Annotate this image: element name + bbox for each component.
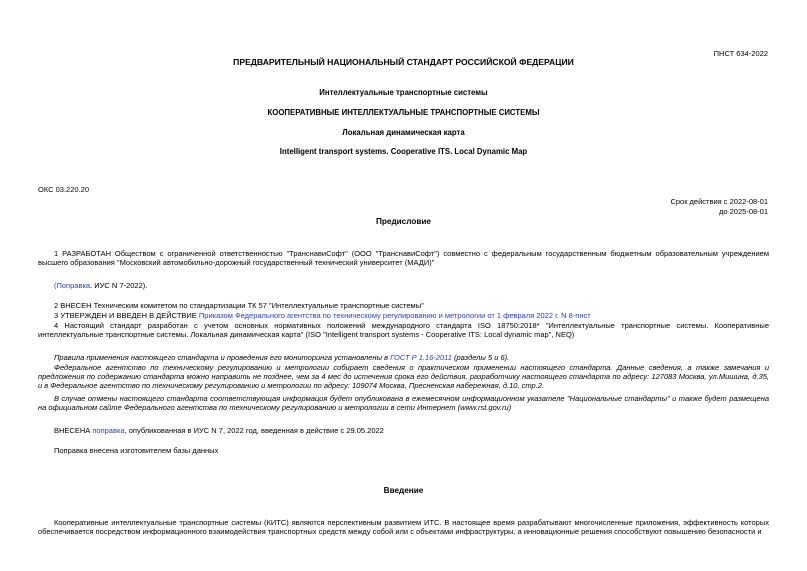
validity-end: до 2025-08-01 xyxy=(719,207,768,216)
rules-note xyxy=(54,353,509,362)
introduction-paragraph: Кооперативные интеллектуальные транспортные системы (КИТС) являются перспективным развитием ИТС. В настоящее время разрабатывают многочисленные приложения, эффективность которых обеспечивается посредством информационного взаимодействия транспортных средств между собой или с объектами инфраструктуры, а инновационные решения способствуют повышению безопасности и xyxy=(38,518,769,536)
title-line-1: Интеллектуальные транспортные системы xyxy=(319,88,488,97)
amendment-open: ( xyxy=(54,281,57,290)
amendment-introduced xyxy=(54,426,384,435)
rules-suffix: (разделы 5 и 6). xyxy=(451,353,510,362)
title-english: Intelligent transport systems. Cooperative ITS. Local Dynamic Map xyxy=(279,147,528,156)
amendment-note xyxy=(54,281,147,290)
foreword-item-3 xyxy=(54,311,591,320)
foreword-item-1: 1 РАЗРАБОТАН Обществом с ограниченной ответственностью "ТранснавиСофт" (ООО "ТранснавиСофт") совместно с федеральным государственным бюджетным образовательным учреждением высшего образования "Московский автомобильно-дорожный государственный технический университет (МАДИ)" xyxy=(38,249,769,267)
agency-note: Федеральное агентство по техническому регулированию и метрологии собирает сведения о практическом применении настоящего стандарта. Данные сведения, а также замечания и предложения по содержанию стандарта можно направить не позднее, чем за 4 мес до истечения срока его действия, разработчику настоящего стандарта по адресу: 127083 Москва, ул.Мишина, д.35, и в Федеральное агентство по техническому регулированию и метрологии по адресу: 109074 Москва, Пресненская набережная, д.10, стр.2. xyxy=(38,363,769,390)
amendment-link[interactable]: Поправка xyxy=(56,281,91,290)
rules-prefix: Правила применения настоящего стандарта и проведения его мониторинга установлены в xyxy=(54,353,391,362)
foreword-item-2: 2 ВНЕСЕН Техническим комитетом по стандартизации ТК 57 "Интеллектуальные транспортные системы" xyxy=(54,301,424,310)
oks-code: ОКС 03.220.20 xyxy=(38,185,89,194)
vnesena-prefix: ВНЕСЕНА xyxy=(54,426,93,435)
standard-type-heading: ПРЕДВАРИТЕЛЬНЫЙ НАЦИОНАЛЬНЫЙ СТАНДАРТ РОССИЙСКОЙ ФЕДЕРАЦИИ xyxy=(233,57,574,67)
database-maker-note: Поправка внесена изготовителем базы данных xyxy=(54,446,219,455)
title-line-2: КООПЕРАТИВНЫЕ ИНТЕЛЛЕКТУАЛЬНЫЕ ТРАНСПОРТНЫЕ СИСТЕМЫ xyxy=(267,108,540,117)
gost-link[interactable]: ГОСТ Р 1.16-2011 xyxy=(390,353,452,362)
amendment-inline-link[interactable]: поправка xyxy=(92,426,125,435)
foreword-item-4: 4 Настоящий стандарт разработан с учетом основных нормативных положений международного стандарта ISO 18750:2018* "Интеллектуальные транспортные системы. Кооперативные интеллектуальные транспортные системы. Локальная динамическая карта" (ISO "Intelligent transport systems - Cooperative ITS: Local dynamic map", NEQ) xyxy=(38,321,769,339)
introduction-heading: Введение xyxy=(383,486,424,495)
amendment-rest: . ИУС N 7-2022). xyxy=(90,281,148,290)
vnesena-suffix: , опубликованная в ИУС N 7, 2022 год, введенная в действие с 29.05.2022 xyxy=(124,426,384,435)
document-code: ПНСТ 634-2022 xyxy=(713,49,768,58)
cancellation-note: В случае отмены настоящего стандарта соответствующая информация будет опубликована в ежемесячном информационном указателе "Национальные стандарты" и также будет размещена на официальном сайте Федерального агентства по техническому регулированию и метрологии в сети Интернет (www.rst.gov.ru) xyxy=(38,394,769,412)
title-line-3: Локальная динамическая карта xyxy=(342,128,465,137)
order-link[interactable]: Приказом Федерального агентства по техническому регулированию и метрологии от 1 февраля 2022 г. N 8-пнст xyxy=(198,311,591,320)
validity-start: Срок действия с 2022-08-01 xyxy=(670,197,768,206)
item-3-prefix: 3 УТВЕРЖДЕН И ВВЕДЕН В ДЕЙСТВИЕ xyxy=(54,311,199,320)
foreword-heading: Предисловие xyxy=(376,217,431,226)
